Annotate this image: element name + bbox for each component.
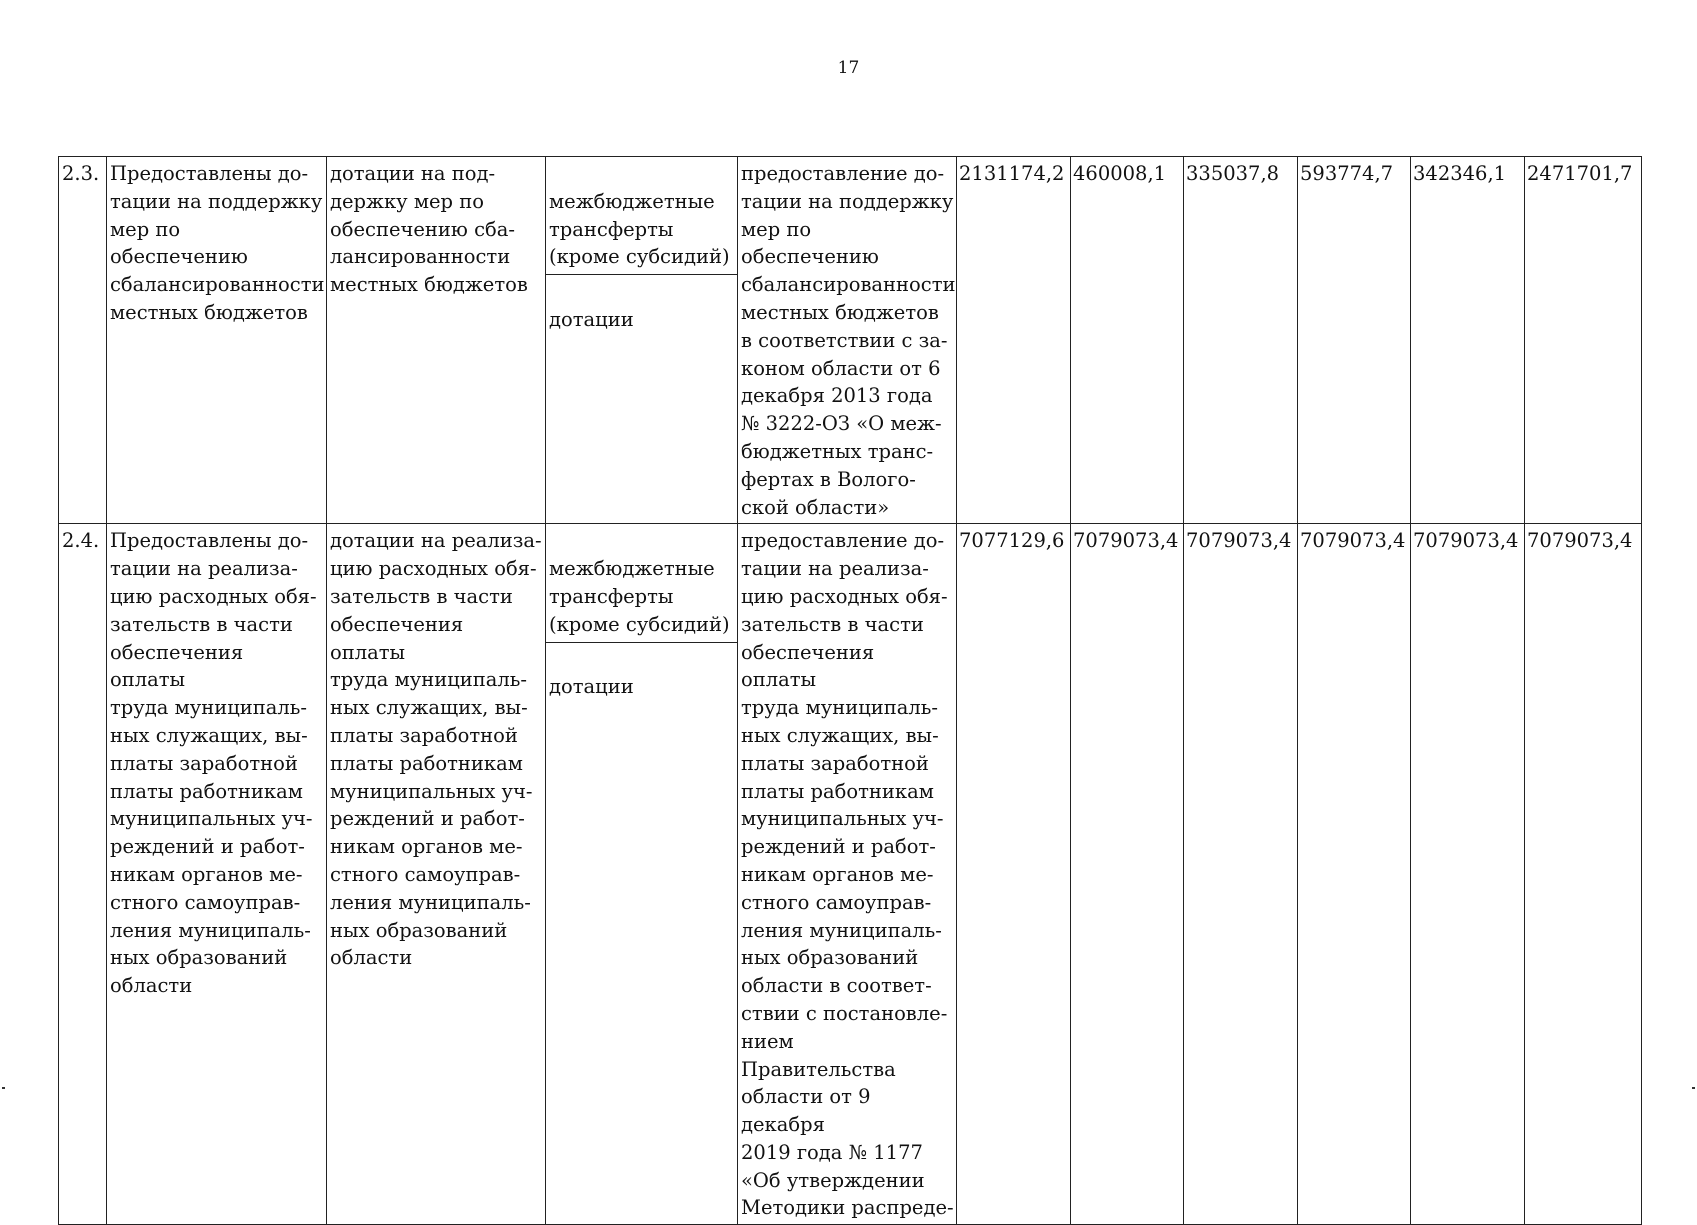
scan-edge-mark: [1692, 1087, 1695, 1089]
value-cell: 7079073,4: [1184, 524, 1298, 1225]
expense-type-cell: [546, 157, 738, 524]
value-cell: 7079073,4: [1411, 524, 1525, 1225]
value-cell: 460008,1: [1071, 157, 1184, 524]
row-number-cell: 2.3.: [59, 157, 107, 524]
row-number-cell: 2.4.: [59, 524, 107, 1225]
page-number: 17: [837, 58, 860, 78]
budget-table: [58, 156, 1642, 1225]
value-cell: 7077129,6: [957, 524, 1071, 1225]
value-cell: 335037,8: [1184, 157, 1298, 524]
value-cell: 7079073,4: [1071, 524, 1184, 1225]
result-cell: Предоставлены до- тации на реализа- цию расходных обя- зательств в части обеспечения оплаты труда муниципаль- ных служащих, вы- платы заработной платы работникам муниципальных уч- реждений и работ- никам органов ме- стного самоуправ- ления муниципаль- ных образований области: [107, 524, 327, 1225]
value-cell: 7079073,4: [1525, 524, 1642, 1225]
value-cell: 342346,1: [1411, 157, 1525, 524]
description-cell: предоставление до- тации на поддержку мер по обеспечению сбалансированности местных бюджетов в соответствии с за- коном области от 6 декабря 2013 года № 3222-ОЗ «О меж- бюджетных транс- фертах в Волого- ской области»: [738, 157, 957, 524]
measure-cell: дотации на реализа- цию расходных обя- зательств в части обеспечения оплаты труда муниципаль- ных служащих, вы- платы заработной платы работникам муниципальных уч- реждений и работ- никам органов ме- стного самоуправ- ления муниципаль- ных образований области: [327, 524, 546, 1225]
expense-type-label: межбюджетные трансферты (кроме субсидий): [546, 552, 737, 642]
value-cell: 2131174,2: [957, 157, 1071, 524]
expense-type-cell: [546, 524, 738, 1225]
measure-cell: дотации на под- держку мер по обеспечению сба- лансированности местных бюджетов: [327, 157, 546, 524]
expense-subtype-label: дотации: [549, 307, 634, 331]
value-cell: 7079073,4: [1298, 524, 1411, 1225]
description-cell: предоставление до- тации на реализа- цию расходных обя- зательств в части обеспечения оплаты труда муниципаль- ных служащих, вы- платы заработной платы работникам муниципальных уч- реждений и работ- никам органов ме- стного самоуправ- ления муниципаль- ных образований области в соответ- ствии с постановле- нием Правительства области от 9 декабря 2019 года № 1177 «Об утверждении Методики распреде-: [738, 524, 957, 1225]
result-cell: Предоставлены до- тации на поддержку мер по обеспечению сбалансированности местных бюджетов: [107, 157, 327, 524]
table-row: [59, 524, 1642, 1225]
expense-type-label: межбюджетные трансферты (кроме субсидий): [546, 185, 737, 275]
value-cell: 2471701,7: [1525, 157, 1642, 524]
expense-subtype-label: дотации: [549, 675, 634, 699]
table-row: [59, 157, 1642, 524]
value-cell: 593774,7: [1298, 157, 1411, 524]
scan-edge-mark: [2, 1087, 5, 1089]
